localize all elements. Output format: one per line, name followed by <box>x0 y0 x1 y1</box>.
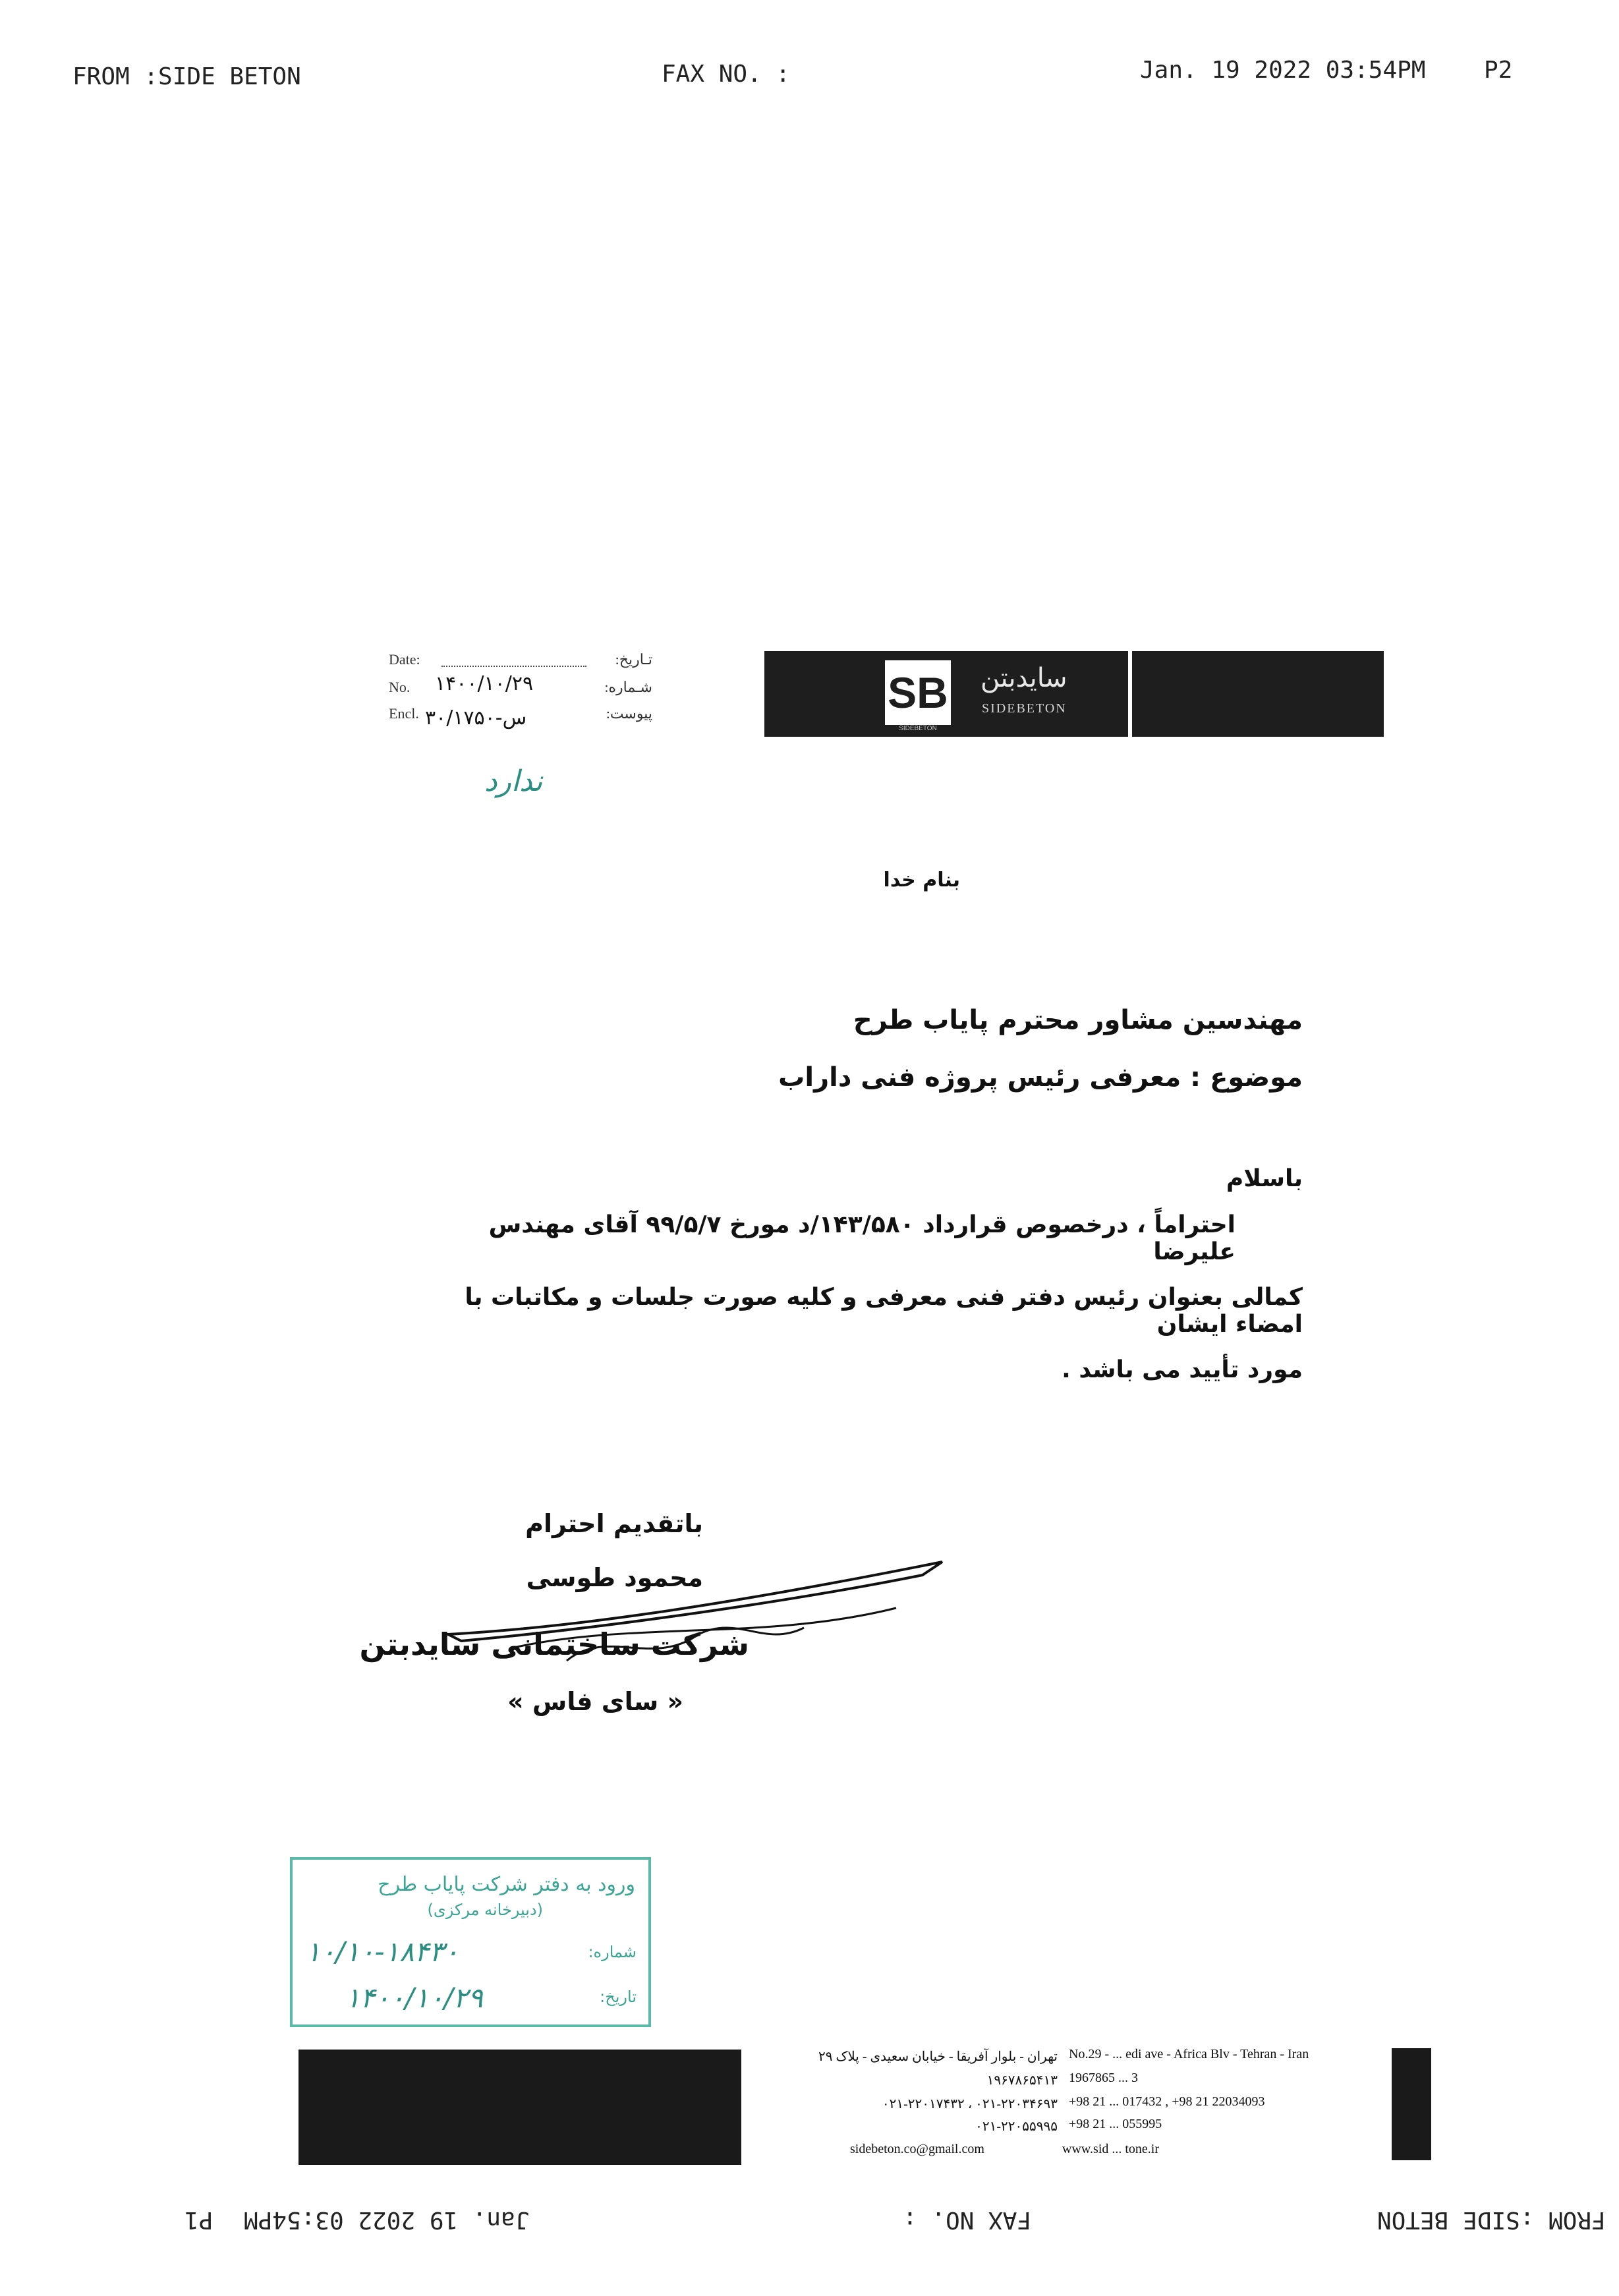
date-label-en: Date: <box>389 651 420 668</box>
body-line-1: احتراماً ، درخصوص قرارداد ۱۴۳/۵۸۰/د مورخ ۹۹/۵/۷ آقای مهندس علیرضا <box>488 1211 1236 1265</box>
bar-divider <box>1128 651 1132 737</box>
website: www.sid ... tone.ir <box>1062 2142 1160 2156</box>
stamp-line-1: ورود به دفتر شرکت پایاب طرح <box>378 1873 635 1896</box>
email: sidebeton.co@gmail.com <box>850 2142 984 2156</box>
handwritten-signature-icon <box>435 1549 962 1680</box>
signer-company: شرکت ساختمانی سایدبتن <box>359 1626 749 1662</box>
number-label-en: No. <box>389 679 411 695</box>
address-en: No.29 - ... edi ave - Africa Blv - Tehran - Iran <box>1069 2047 1309 2061</box>
fax-footer-number-label: FAX NO. : <box>903 2206 1032 2233</box>
fax-datetime: Jan. 19 2022 03:54PM <box>1140 57 1426 84</box>
number-value: ۱۴۰۰/۱۰/۲۹ <box>435 672 534 695</box>
postal-fa: ۱۹۶۷۸۶۵۴۱۳ <box>986 2073 1058 2088</box>
subject: موضوع : معرفی رئیس پروژه فنی داراب <box>778 1062 1303 1093</box>
fax-footer-page: P1 <box>185 2206 213 2233</box>
addressee: مهندسین مشاور محترم پایاب طرح <box>853 1005 1303 1035</box>
body-line-3: مورد تأیید می باشد . <box>1062 1356 1303 1383</box>
address-fa: تهران - بلوار آفریقا - خیابان سعیدی - پلاک ۲۹ <box>818 2050 1058 2064</box>
fax-number-label: FAX NO. : <box>662 61 791 88</box>
brand-name-fa: سایدبتن <box>980 663 1067 693</box>
fax-from: FROM :SIDE BETON <box>72 63 301 90</box>
phones-en: +98 21 ... 017432 , +98 21 22034093 <box>1069 2094 1265 2109</box>
fax-en: +98 21 ... 055995 <box>1069 2117 1162 2131</box>
date-label-fa: تـاریخ: <box>615 651 652 668</box>
body-line-2: کمالی بعنوان رئیس دفتر فنی معرفی و کلیه صورت جلسات و مکاتبات با امضاء ایشان <box>465 1284 1303 1338</box>
date-line <box>441 666 586 667</box>
stamp-date-label: تاریخ: <box>600 1988 637 2006</box>
enclosure-label-fa: پیوست: <box>606 705 652 722</box>
redacted-block-right <box>1392 2048 1431 2160</box>
number-label-fa: شـماره: <box>604 679 652 695</box>
fax-footer-from: FROM :SIDE BETON <box>1377 2206 1606 2233</box>
fax-footer-datetime: Jan. 19 2022 03:54PM <box>244 2206 530 2233</box>
postal-en: 1967865 ... 3 <box>1069 2071 1138 2085</box>
stamp-number-value: ۱۰/۱۰-۱۸۴۳۰ <box>306 1936 459 1968</box>
company-logo <box>885 660 951 725</box>
brand-name-en: SIDEBETON <box>982 701 1067 716</box>
signer-company-alias: « سای فاس » <box>507 1687 683 1716</box>
basmala: بنام خدا <box>883 869 960 892</box>
salutation: باسلام <box>1226 1165 1303 1192</box>
letterhead-bar <box>764 651 1384 737</box>
letter-meta <box>389 646 652 738</box>
phones-fa: ۰۲۱-۲۲۰۱۷۴۳۲ ، ۰۲۱-۲۲۰۳۴۶۹۳ <box>882 2097 1058 2111</box>
stamp-line-2: (دبیرخانه مرکزی) <box>427 1901 543 1919</box>
redacted-block-left <box>298 2050 741 2165</box>
enclosure-label-en: Encl. <box>389 705 419 722</box>
logo-letters: SB <box>888 668 948 717</box>
enclosure-value: ۳۰/۱۷۵۰-س <box>425 706 527 730</box>
closing: باتقدیم احترام <box>525 1509 703 1538</box>
stamp-number-label: شماره: <box>588 1943 637 1961</box>
fax-page: P2 <box>1484 57 1513 84</box>
fax-fa: ۰۲۱-۲۲۰۵۵۹۹۵ <box>975 2119 1058 2134</box>
logo-caption: SIDEBETON <box>899 725 937 732</box>
receipt-stamp <box>290 1857 651 2027</box>
signer-name: محمود طوسی <box>526 1563 703 1592</box>
stamp-date-value: ۱۴۰۰/۱۰/۲۹ <box>345 1982 483 2014</box>
handwritten-note: ندارد <box>484 764 543 798</box>
